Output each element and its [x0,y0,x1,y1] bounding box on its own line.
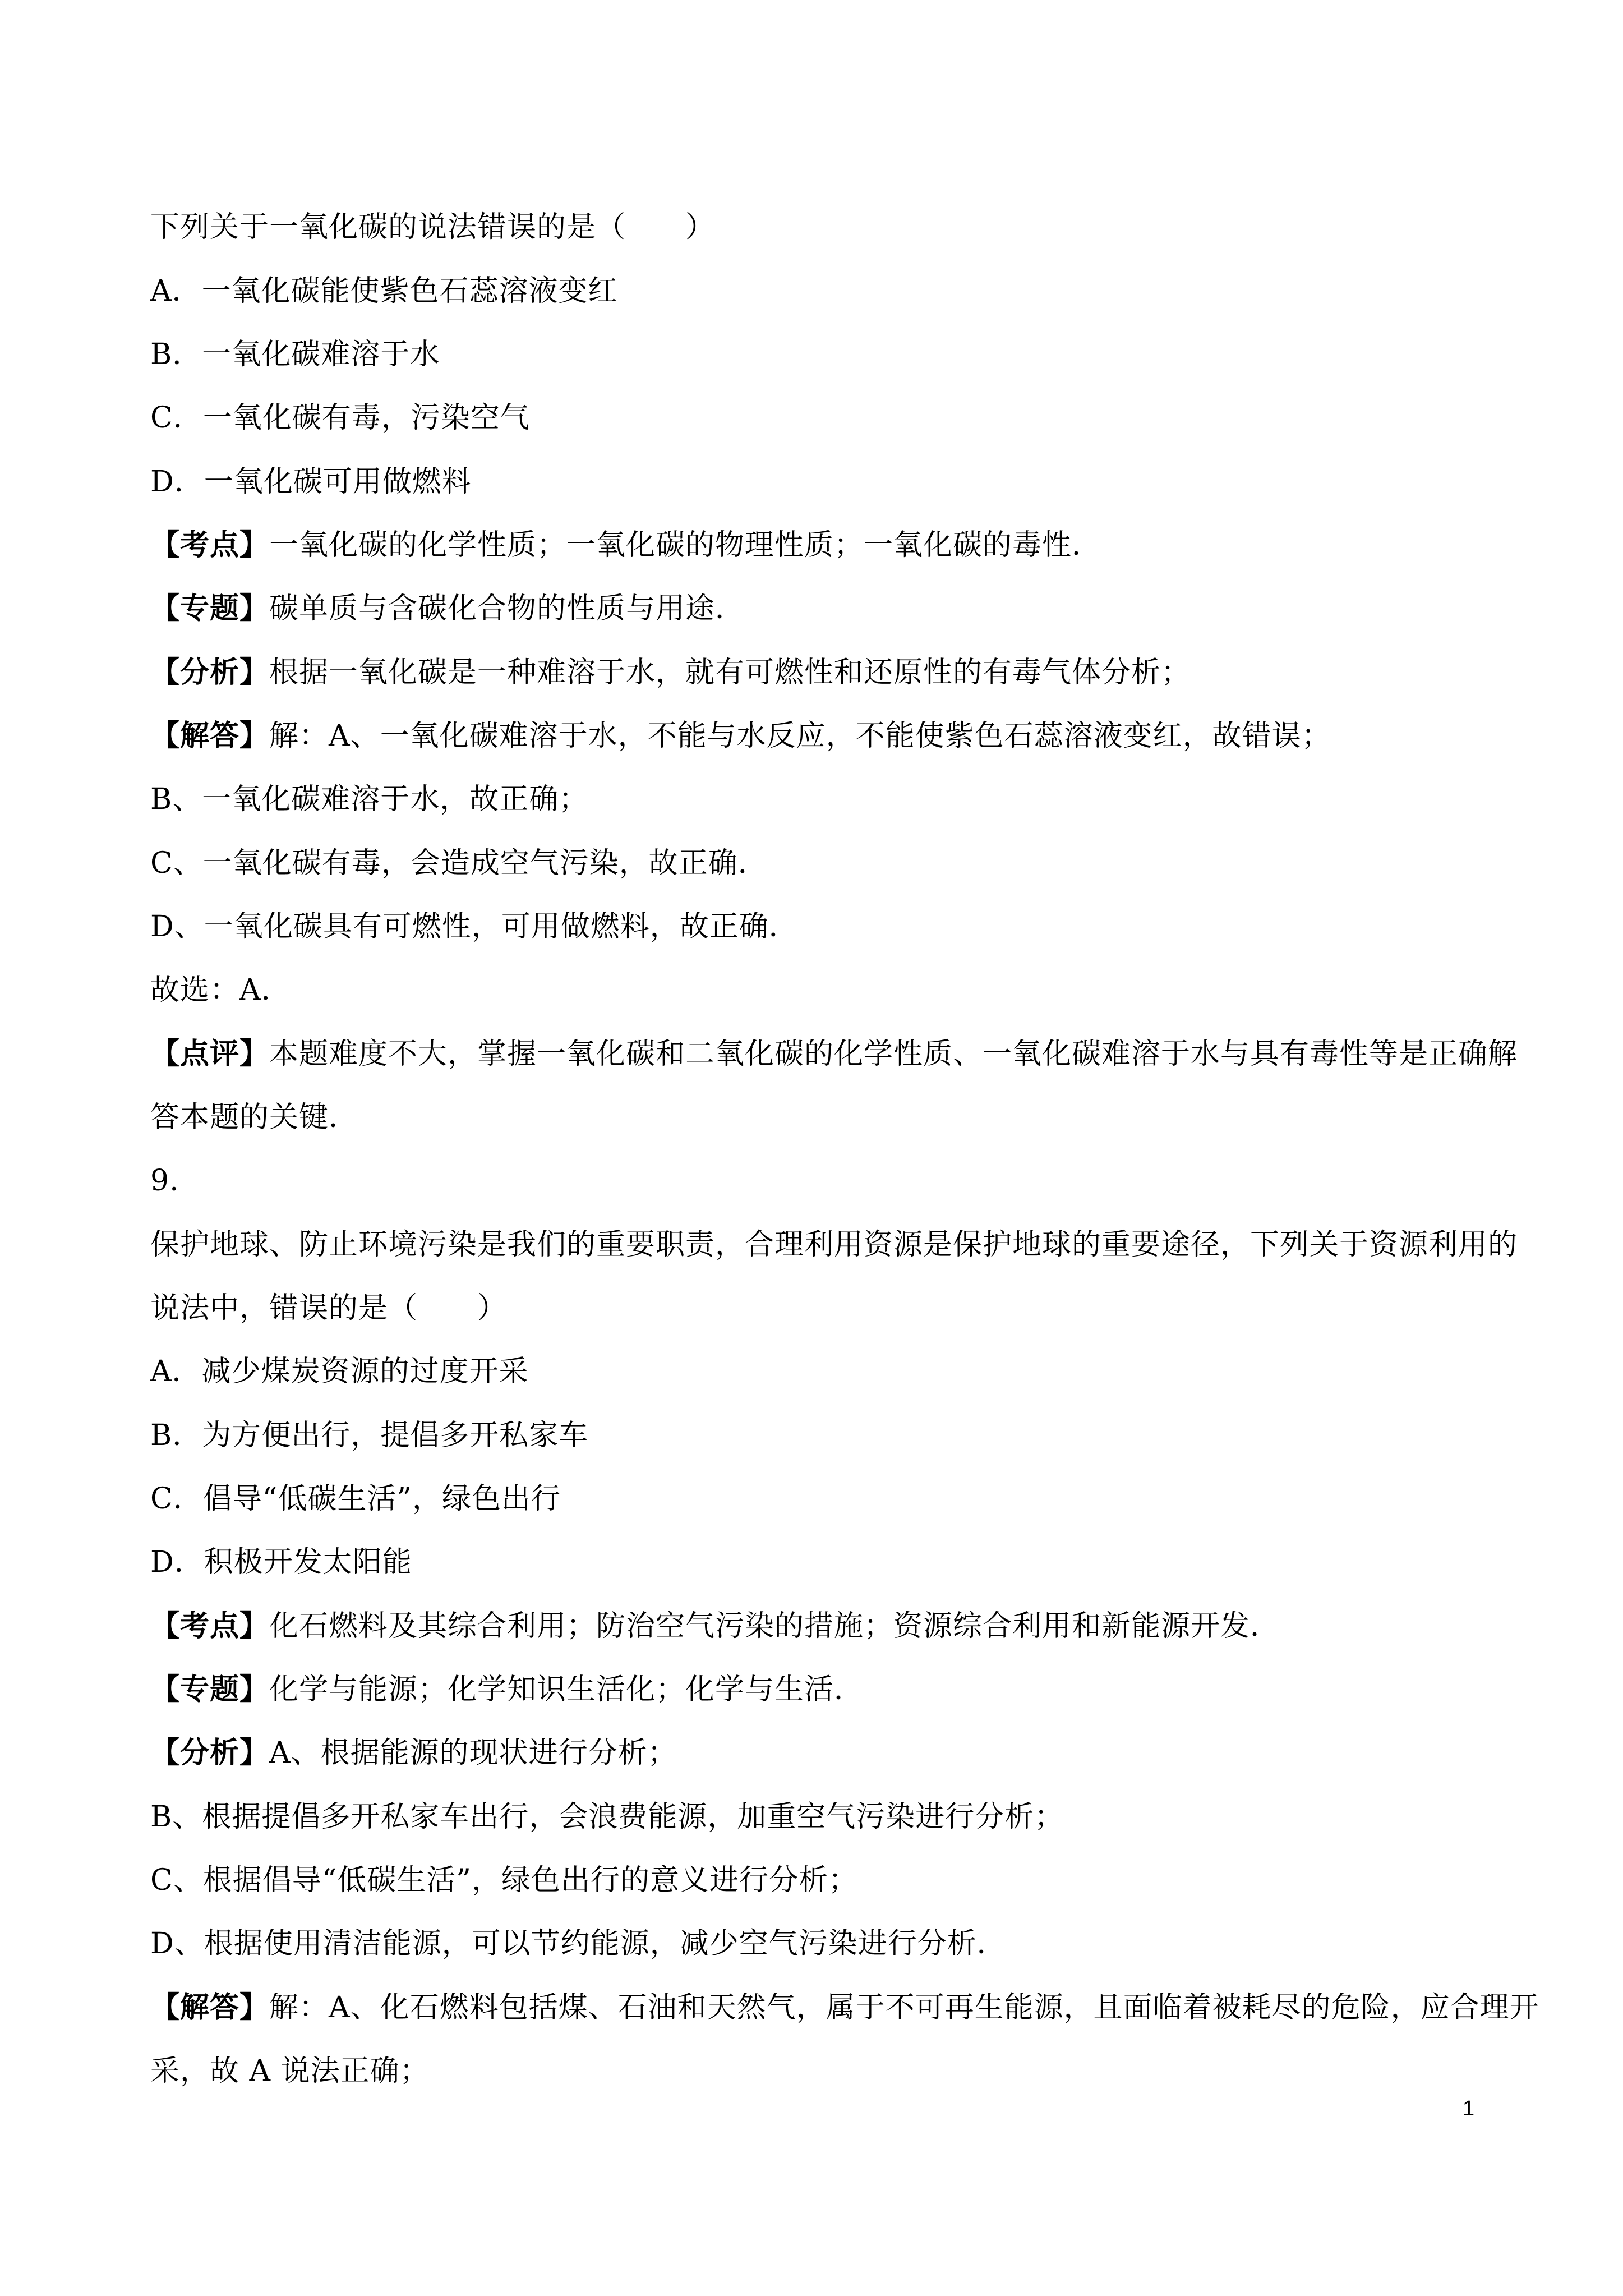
q8-option-c: C．一氧化碳有毒，污染空气 [150,401,530,435]
q8-dianping-text-1: 本题难度不大，掌握一氧化碳和二氧化碳的化学性质、一氧化碳难溶于水与具有毒性等是正确解 [269,1037,1518,1071]
q8-option-b: B．一氧化碳难溶于水 [150,338,440,371]
q8-fenxi-tag: 【分析】 [150,656,270,689]
q9-jieda-text-1: 解：A、化石燃料包括煤、石油和天然气，属于不可再生能源，且面临着被耗尽的危险，应合理开 [269,1991,1539,2024]
q9-option-c: C．倡导“低碳生活”，绿色出行 [150,1482,561,1516]
q8-kaodian-tag: 【考点】 [150,528,270,562]
q9-zhuanti-text: 化学与能源；化学知识生活化；化学与生活． [269,1673,864,1706]
q8-option-d: D．一氧化碳可用做燃料 [150,465,472,499]
q9-jieda [150,1990,1539,2026]
q8-dianping-text-2: 答本题的关键． [150,1101,359,1134]
q8-final-choice: 故选：A． [150,973,291,1007]
q8-kaodian-text: 一氧化碳的化学性质；一氧化碳的物理性质；一氧化碳的毒性． [269,528,1102,562]
q8-answer-d: D、一氧化碳具有可燃性，可用做燃料，故正确． [150,910,799,944]
q9-stem-2: 说法中，错误的是（ ） [150,1291,508,1325]
q8-zhuanti-text: 碳单质与含碳化合物的性质与用途． [269,592,745,625]
q8-jieda [150,718,1331,754]
q9-fenxi [150,1735,677,1771]
q8-answer-b: B、一氧化碳难溶于水，故正确； [150,783,589,816]
q8-dianping [150,1036,1518,1072]
q8-zhuanti [150,591,745,627]
q8-jieda-text: 解：A、一氧化碳难溶于水，不能与水反应，不能使紫色石蕊溶液变红，故错误； [269,719,1331,753]
q8-jieda-tag: 【解答】 [150,719,270,753]
q9-fenxi-text: A、根据能源的现状进行分析； [269,1736,677,1770]
q9-analysis-c: C、根据倡导“低碳生活”，绿色出行的意义进行分析； [150,1864,858,1897]
q9-zhuanti-tag: 【专题】 [150,1673,270,1706]
page-number: 1 [1463,2097,1475,2120]
q9-kaodian-text: 化石燃料及其综合利用；防治空气污染的措施；资源综合利用和新能源开发． [269,1609,1280,1643]
q8-fenxi-text: 根据一氧化碳是一种难溶于水，就有可燃性和还原性的有毒气体分析； [269,656,1191,689]
q9-analysis-d: D、根据使用清洁能源，可以节约能源，减少空气污染进行分析． [150,1927,1007,1961]
q8-fenxi [150,655,1191,691]
q9-zhuanti [150,1672,864,1708]
q9-number: 9. [150,1164,179,1198]
q9-stem-1: 保护地球、防止环境污染是我们的重要职责，合理利用资源是保护地球的重要途径，下列关于资源利用的 [150,1228,1518,1262]
q8-option-a: A．一氧化碳能使紫色石蕊溶液变红 [150,274,618,308]
q8-zhuanti-tag: 【专题】 [150,592,270,625]
q8-kaodian [150,527,1101,563]
q9-option-d: D．积极开发太阳能 [150,1545,412,1579]
q9-option-b: B．为方便出行，提倡多开私家车 [150,1419,589,1452]
q8-dianping-tag: 【点评】 [150,1037,270,1071]
q9-option-a: A．减少煤炭资源的过度开采 [150,1355,529,1388]
q9-jieda-tag: 【解答】 [150,1991,270,2024]
q9-analysis-b: B、根据提倡多开私家车出行，会浪费能源，加重空气污染进行分析； [150,1800,1064,1834]
q8-stem: 下列关于一氧化碳的说法错误的是（ ） [150,210,716,244]
q9-kaodian-tag: 【考点】 [150,1609,270,1643]
q8-answer-c: C、一氧化碳有毒，会造成空气污染，故正确． [150,846,768,880]
q9-jieda-text-2: 采，故 A 说法正确； [150,2054,430,2088]
q9-fenxi-tag: 【分析】 [150,1736,270,1770]
q9-kaodian [150,1608,1280,1644]
